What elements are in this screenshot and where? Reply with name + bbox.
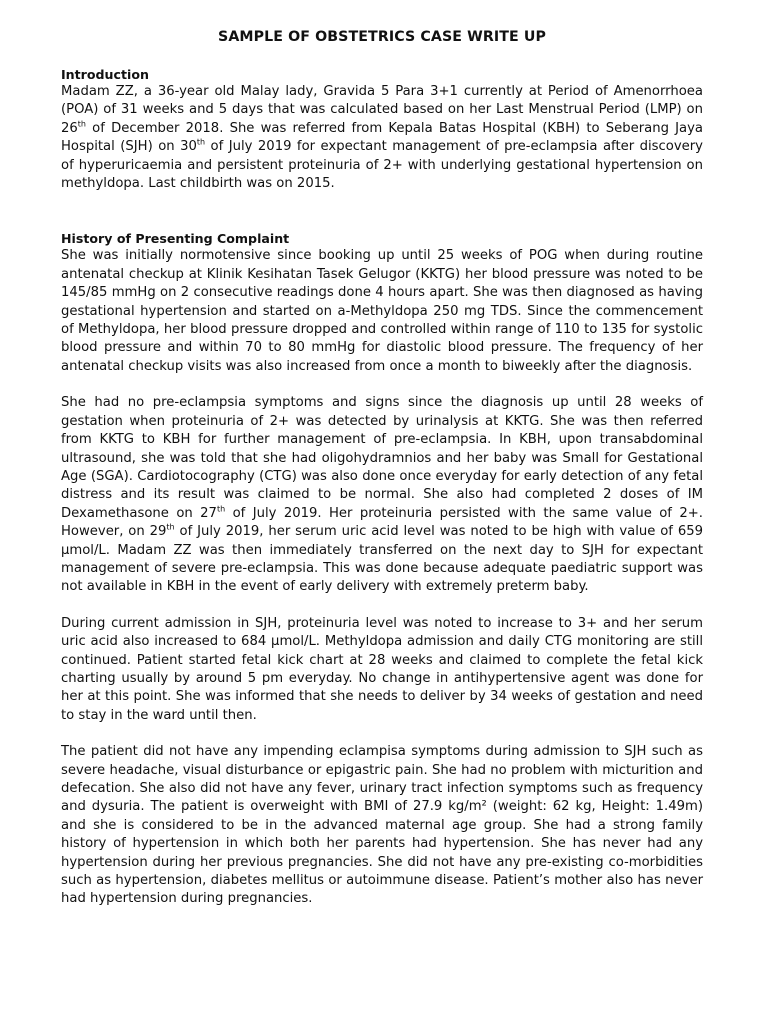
history-paragraph-3: During current admission in SJH, proteinuria level was noted to increase to 3+ and her serum uric acid also increased to 684 µmol/L. Methyldopa admission and daily CTG monitoring are still continued. Patient started fetal kick chart at 28 weeks and claimed to complete the fetal kick charting usually by around 5 pm everyday. No change in antihypertensive agent was done for her at this point. She was informed that she needs to deliver by 34 weeks of gestation and need to stay in the ward until then. — [61, 615, 703, 723]
paragraph-spacer — [61, 725, 703, 743]
paragraph-spacer — [61, 376, 703, 394]
introduction-heading: Introduction — [61, 67, 149, 82]
introduction-section — [61, 67, 703, 193]
history-heading: History of Presenting Complaint — [61, 231, 290, 247]
history-paragraph-1: She was initially normotensive since booking up until 25 weeks of POG when during routine antenatal checkup at Klinik Kesihatan Tasek Gelugor (KKTG) her blood pressure was noted to be 145/85 mmHg on 2 consecutive readings done 4 hours apart. She was then diagnosed as having gestational hypertension and started on a-Methyldopa 250 mg TDS. Since the commencement of Methyldopa, her blood pressure dropped and controlled within range of 110 to 135 for systolic blood pressure and within 70 to 80 mmHg for diastolic blood pressure. The frequency of her antenatal checkup visits was also increased from once a month to biweekly after the diagnosis. — [61, 248, 703, 374]
introduction-paragraph: Madam ZZ, a 36-year old Malay lady, Gravida 5 Para 3+1 currently at Period of Amenorrhoea (POA) of 31 weeks and 5 days that was calculated based on her Last Menstrual Period (LMP) on 26th of December 2018. She was referred from Kepala Batas Hospital (KBH) to Seberang Jaya Hospital (SJH) on 30th of July 2019 for expectant management of pre-eclampsia after discovery of hyperuricaemia and persistent proteinuria of 2+ with underlying gestational hypertension on methyldopa. Last childbirth was on 2015. — [61, 84, 703, 192]
document-page — [61, 27, 703, 909]
paragraph-spacer — [61, 597, 703, 615]
history-section — [61, 231, 703, 908]
section-spacer — [61, 193, 703, 231]
history-paragraph-4: The patient did not have any impending eclampisa symptoms during admission to SJH such as severe headache, visual disturbance or epigastric pain. She had no problem with micturition and defecation. She also did not have any fever, urinary tract infection symptoms such as frequency and dysuria. The patient is overweight with BMI of 27.9 kg/m² (weight: 62 kg, Height: 1.49m) and she is considered to be in the advanced maternal age group. She had a strong family history of hypertension in which both her parents had hypertension. She has never had any hypertension during her previous pregnancies. She did not have any pre-existing co-morbidities such as hypertension, diabetes mellitus or autoimmune disease. Patient’s mother also has never had hypertension during pregnancies. — [61, 744, 703, 907]
history-paragraph-2: She had no pre-eclampsia symptoms and signs since the diagnosis up until 28 weeks of gestation when proteinuria of 2+ was detected by urinalysis at KKTG. She was then referred from KKTG to KBH for further management of pre-eclampsia. In KBH, upon transabdominal ultrasound, she was told that she had oligohydramnios and her baby was Small for Gestational Age (SGA). Cardiotocography (CTG) was also done once everyday for early detection of any fetal distress and its result was claimed to be normal. She also had completed 2 doses of IM Dexamethasone on 27th of July 2019. Her proteinuria persisted with the same value of 2+. However, on 29th of July 2019, her serum uric acid level was noted to be high with value of 659 µmol/L. Madam ZZ was then immediately transferred on the next day to SJH for expectant management of severe pre-eclampsia. This was done because adequate paediatric support was not available in KBH in the event of early delivery with extremely preterm baby. — [61, 395, 703, 595]
document-title: SAMPLE OF OBSTETRICS CASE WRITE UP — [218, 29, 546, 45]
